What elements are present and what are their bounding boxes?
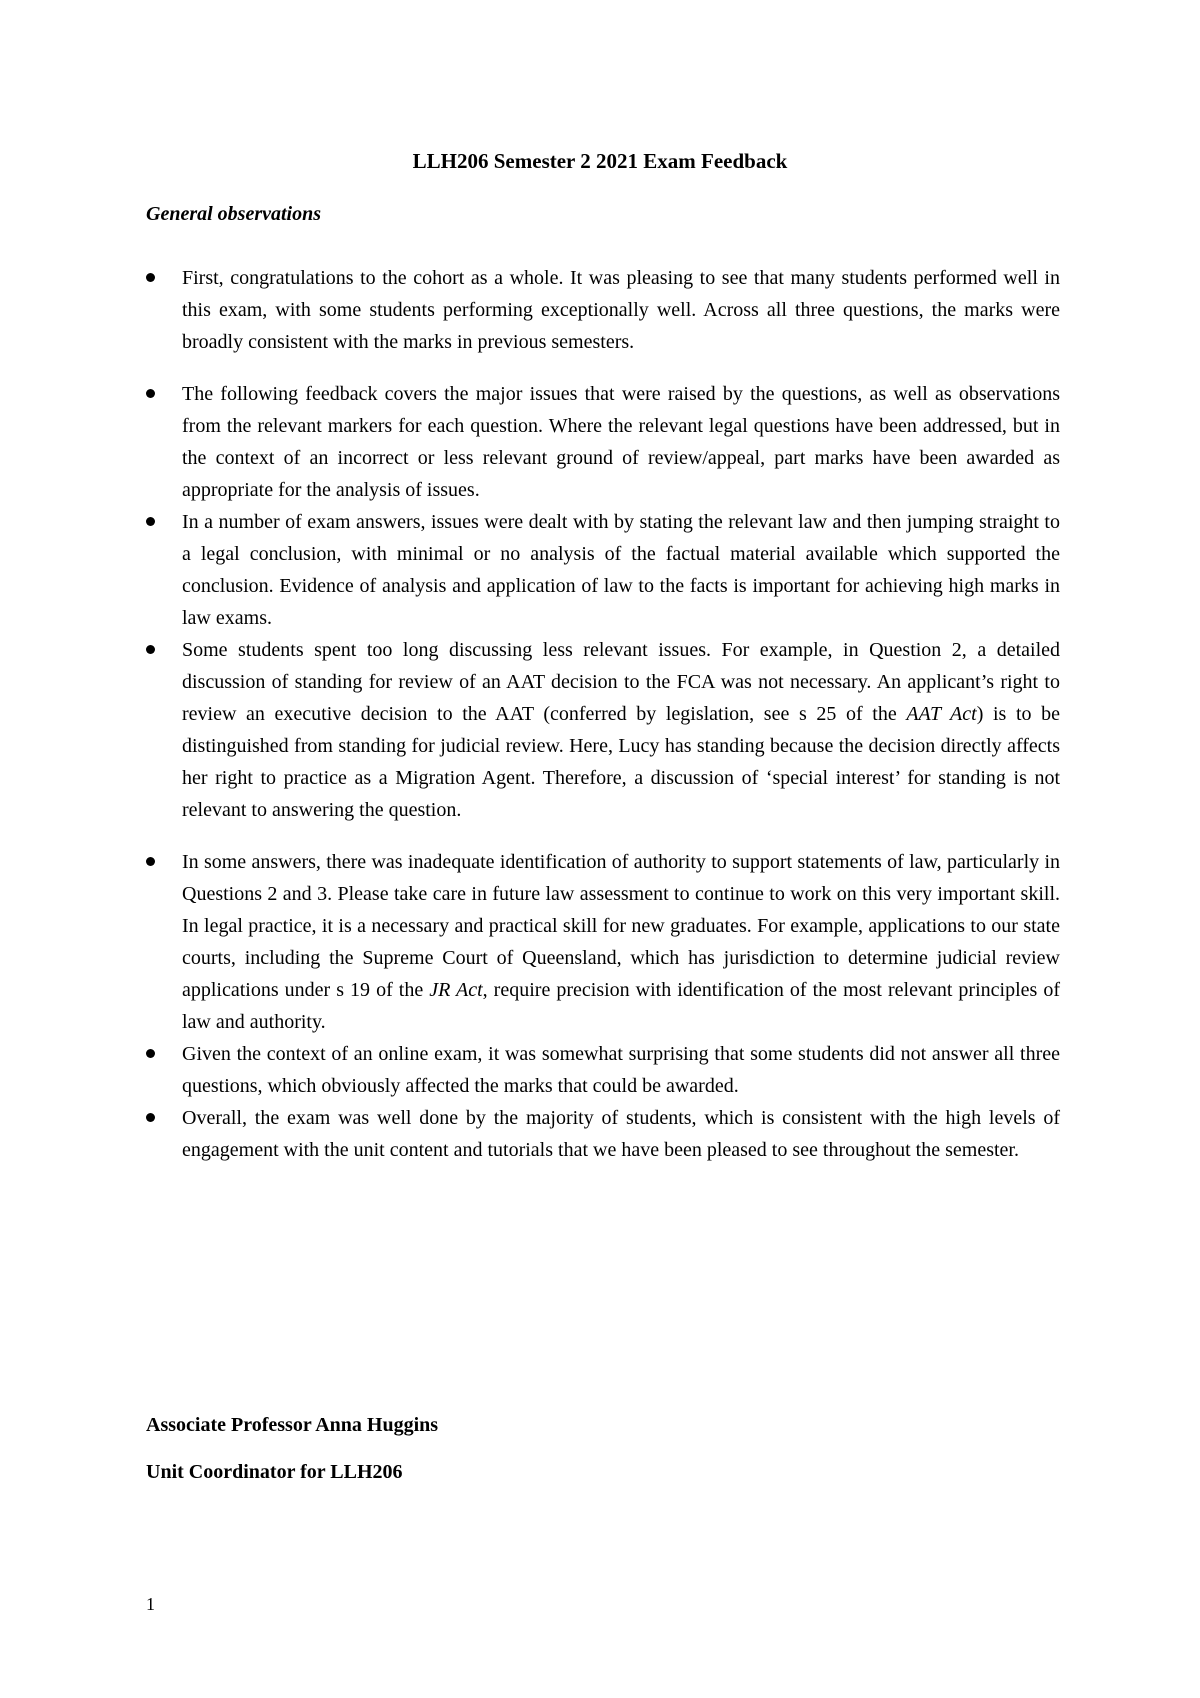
bullet-item-1 [146,262,1060,358]
bullet-dot-icon [146,389,155,398]
bullet-text-part: ) is to be distinguished from standing for judicial review. Here, Lucy has standing because the decision directly affects her right to practice as a Migration Agent. Therefore, a discussion of ‘special interest’ for standing is not relevant to answering the question. [182,703,1061,821]
bullet-dot-icon [146,645,155,654]
bullet-dot-icon [146,1113,155,1122]
act-citation: JR Act [429,979,483,1001]
signature-role: Unit Coordinator for LLH206 [146,1461,403,1483]
bullet-text-part: , require precision with identification of the most relevant principles of law and authority. [182,979,1060,1033]
act-citation: AAT Act [906,703,977,725]
bullet-item-4 [146,634,1060,826]
bullet-text: In a number of exam answers, issues were dealt with by stating the relevant law and then jumping straight to a legal conclusion, with minimal or no analysis of the factual material available which supported the conclusion. Evidence of analysis and application of law to the facts is important for achieving high marks in law exams. [182,511,1060,629]
document-title: LLH206 Semester 2 2021 Exam Feedback [412,149,788,173]
bullet-item-5 [146,846,1060,1038]
bullet-item-6 [146,1038,1060,1102]
signature-name: Associate Professor Anna Huggins [146,1414,439,1436]
bullet-text-part: In some answers, there was inadequate identification of authority to support statements of law, particularly in Questions 2 and 3. Please take care in future law assessment to continue to work on this very important skill. In legal practice, it is a necessary and practical skill for new graduates. For example, applications to our state courts, including the Supreme Court of Queensland, which has jurisdiction to determine judicial review applications under s 19 of the [182,851,1060,1001]
bullet-dot-icon [146,517,155,526]
bullet-item-3 [146,506,1060,634]
bullet-item-2 [146,378,1060,506]
bullet-item-7 [146,1102,1060,1166]
observations-list [146,262,1060,1166]
bullet-text: Given the context of an online exam, it was somewhat surprising that some students did not answer all three questions, which obviously affected the marks that could be awarded. [182,1043,1060,1097]
bullet-text: Overall, the exam was well done by the majority of students, which is consistent with the high levels of engagement with the unit content and tutorials that we have been pleased to see throughout the semester. [182,1107,1060,1161]
bullet-text-part: Some students spent too long discussing less relevant issues. For example, in Question 2, a detailed discussion of standing for review of an AAT decision to the FCA was not necessary. An applicant’s right to review an executive decision to the AAT (conferred by legislation, see s 25 of the [182,639,1060,725]
page-number: 1 [146,1594,155,1614]
bullet-dot-icon [146,1049,155,1058]
section-heading: General observations [146,203,321,225]
bullet-dot-icon [146,857,155,866]
bullet-dot-icon [146,273,155,282]
bullet-text: First, congratulations to the cohort as a whole. It was pleasing to see that many students performed well in this exam, with some students performing exceptionally well. Across all three questions, the marks were broadly consistent with the marks in previous semesters. [182,267,1060,353]
bullet-text: The following feedback covers the major issues that were raised by the questions, as well as observations from the relevant markers for each question. Where the relevant legal questions have been addressed, but in the context of an incorrect or less relevant ground of review/appeal, part marks have been awarded as appropriate for the analysis of issues. [182,383,1060,501]
